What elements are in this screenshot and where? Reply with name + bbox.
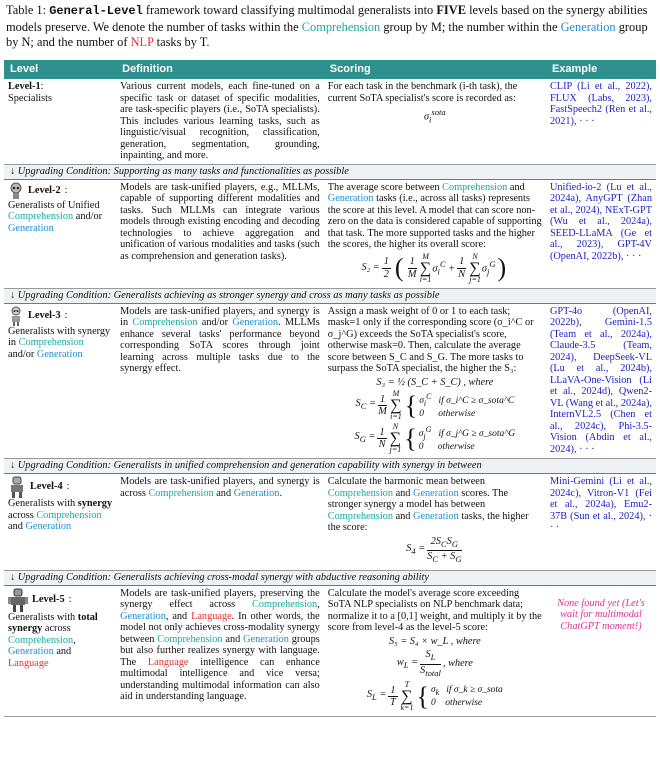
level-5-examples: None found yet (Let's wait for multimodal ChatGPT moment!) (546, 585, 656, 717)
upgrade-condition-5: ↓ Upgrading Condition: Generalists achieving cross-modal synergy with abductive reasoning ability (4, 570, 656, 585)
level-5-formula-wl: $w_L$ = $\frac{S_L}{S_{total}}$ , where (396, 649, 473, 678)
level-3-cell: Level-3 : Generalists with synergy in Comprehension and/or Generation (4, 303, 116, 459)
table-header-row (4, 60, 656, 79)
level-5-definition: Models are task-unified players, preserving the synergy effect across Comprehension, Generation, and Language. In other words, the model not only achieves cross-modality synergy between Comprehension and Generation groups but also further realizes synergy with language. The Language intelligence can enhance multimodal intelligence and vice versa; understanding multimodal information can also aid in understanding language. (116, 585, 324, 717)
robot-level-5-icon (8, 588, 28, 612)
level-5-formula-sl: $S_L$ = $\frac{1}{T}$ T ∑ k=1 { $\sigma_k$ if σ_k ≥ σ_sota 0 otherwise (366, 680, 503, 713)
level-2-row (4, 179, 656, 288)
level-4-row (4, 474, 656, 571)
level-2-examples: Unified-io-2 (Lu et al., 2024a), AnyGPT (Zhan et al., 2024), NExT-GPT (Wu et al., 2024a), SEED-LLaMA (Ge et al., 2023), GPT-4V (OpenAI, 2022b), · · · (546, 179, 656, 288)
table-caption: Table 1: General-Level framework toward classifying multimodal generalists into FIVE levels based on the synergy abilities models preserve. We denote the number of tasks within the Comprehension group by M; the number within the Generation group by N; and the number of NLP tasks by T. (6, 3, 648, 49)
level-1-examples: CLIP (Li et al., 2022), FLUX (Labs, 2023), FastSpeech2 (Ren et al., 2021), · · · (546, 79, 656, 164)
level-4-definition: Models are task-unified players, and synergy is across Comprehension and Generation. (116, 474, 324, 571)
level-3-examples: GPT-4o (OpenAI, 2022b), Gemini-1.5 (Team et al., 2024a), Claude-3.5 (Team, 2024), DeepSeek-VL (Lu et al., 2024b), LLaVA-One-Vision (Li et al., 2024d), Qwen2-VL (Wang et al., 2024a), InternVL2.5 (Chen et al., 2024c), Phi-3.5-Vision (Abdin et al., 2024), · · · (546, 303, 656, 459)
upgrade-condition-2: ↓ Upgrading Condition: Supporting as many tasks and functionalities as possible (4, 164, 656, 179)
header-definition: Definition (116, 60, 324, 79)
level-2-scoring: The average score between Comprehension and Generation tasks (i.e., across all tasks) represents the score at this level. A model that can score non-zero on the data is considered capable of supporting that task. The more supported tasks and the higher the scores, the higher its overall score: S₂ = $\frac{1}{2}$ ( $\frac{1}{M}$ M ∑ i=1 $\sigma_i^C$ + $\frac{1}{N}$ N ∑ j=1 $\sigma_j^G$ ) (324, 179, 546, 288)
level-1-scoring: For each task in the benchmark (i-th task), the current SoTA specialist's score is recorded as: $\sigma_i^{sota}$ (324, 79, 546, 164)
level-2-cell: Level-2 : Generalists of Unified Comprehension and/or Generation (4, 179, 116, 288)
upgrade-condition-4: ↓ Upgrading Condition: Generalists in unified comprehension and generation capability with synergy in between (4, 459, 656, 474)
level-5-scoring: Calculate the model's average score exceeding SoTA NLP specialists on NLP benchmark data; normalize it to a [0,1] weight, and multiply it by the score from level-4 as the level-5 score: S₅ = S₄ × w_L , where $w_L$ = $\frac{S_L}{S_{total}}$ , where $S_L$ = $\frac{1}{T}$ T ∑ k=1 { $\sigma_k$ if σ_k ≥ σ_sota 0 otherwise (324, 585, 546, 717)
header-level: Level (4, 60, 116, 79)
upgrade-condition-3: ↓ Upgrading Condition: Generalists achieving as stronger synergy and cross as many tasks as possible (4, 288, 656, 303)
level-1-definition: Various current models, each fine-tuned on a specific task or dataset of specific modalities, are task-specific players (i.e., SoTA specialists). This includes various learning tasks, such as linguistic/visual recognition, classification, generation, segmentation, grounding, inpainting, and more. (116, 79, 324, 164)
general-level-table (4, 60, 656, 717)
level-5-row (4, 585, 656, 717)
robot-level-3-icon (8, 306, 24, 326)
level-2-definition: Models are task-unified players, e.g., MLLMs, capable of supporting different modalities and tasks. Such MLLMs can integrate various models through existing encoding and decoding technologies to achieve aggregation and unification of various modalities and tasks (such as comprehension and generation tasks). (116, 179, 324, 288)
level-4-scoring: Calculate the harmonic mean between Comprehension and Generation scores. The stronger synergy a model has between Comprehension and Generation tasks, the higher the score: $S_4$ = $\frac{2S_CS_G}{S_C + S_G}$ (324, 474, 546, 571)
level-3-formula-sg: $S_G$ = $\frac{1}{N}$ N ∑ j=1 { $\sigma_j^G$ if σ_j^G ≥ σ_sota^G 0 otherwise (354, 422, 516, 454)
level-3-scoring: Assign a mask weight of 0 or 1 to each task; mask=1 only if the corresponding score (σ_i^C or σ_j^G) exceeds the SoTA specialist's score, otherwise mask=0. Then, calculate the average score between S_C and S_G. The more tasks to surpass the SoTA specialist, the higher the S₃: S₃ = ½ (S_C + S_C) , where $S_C$ = $\frac{1}{M}$ M ∑ i=1 { $\sigma_i^C$ if σ_i^C ≥ σ_sota^C 0 otherwise $S_G$ = $\frac{1}{N}$ N ∑ j=1 { $\sigma_j^G$ if σ_j^G ≥ σ_sota^G 0 otherwise (324, 303, 546, 459)
level-1-row (4, 79, 656, 164)
level-3-definition: Models are task-unified players, and synergy is in Comprehension and/or Generation. MLLMs enhance several tasks' performance beyond corresponding SoTA scores through joint learning across multiple tasks due to the synergy effect. (116, 303, 324, 459)
robot-level-4-icon (8, 476, 26, 498)
level-3-row (4, 303, 656, 459)
level-3-formula-sc: $S_C$ = $\frac{1}{M}$ M ∑ i=1 { $\sigma_i^C$ if σ_i^C ≥ σ_sota^C 0 otherwise (355, 389, 515, 421)
robot-level-2-icon (8, 182, 24, 200)
level-4-formula: $S_4$ = $\frac{2S_CS_G}{S_C + S_G}$ (406, 535, 462, 565)
level-5-cell: Level-5 : Generalists with total synergy across Comprehension, Generation and Language (4, 585, 116, 717)
level-1-cell: Level-1: Specialists (4, 79, 116, 164)
level-5-formula-s5: S₅ = S₄ × w_L , where (388, 635, 481, 647)
level-1-formula: $\sigma_i^{sota}$ (423, 107, 446, 125)
level-2-formula: S₂ = $\frac{1}{2}$ ( $\frac{1}{M}$ M ∑ i=1 $\sigma_i^C$ + $\frac{1}{N}$ N ∑ j=1 $\sigma_j^G$ ) (361, 251, 507, 284)
header-scoring: Scoring (324, 60, 546, 79)
level-4-cell: Level-4 : Generalists with synergy across Comprehension and Generation (4, 474, 116, 571)
level-4-examples: Mini-Gemini (Li et al., 2024c), Vitron-V1 (Fei et al., 2024a), Emu2-37B (Sun et al., 2024), · · · (546, 474, 656, 571)
level-3-formula-s3: S₃ = ½ (S_C + S_C) , where (376, 376, 494, 388)
header-example: Example (546, 60, 656, 79)
